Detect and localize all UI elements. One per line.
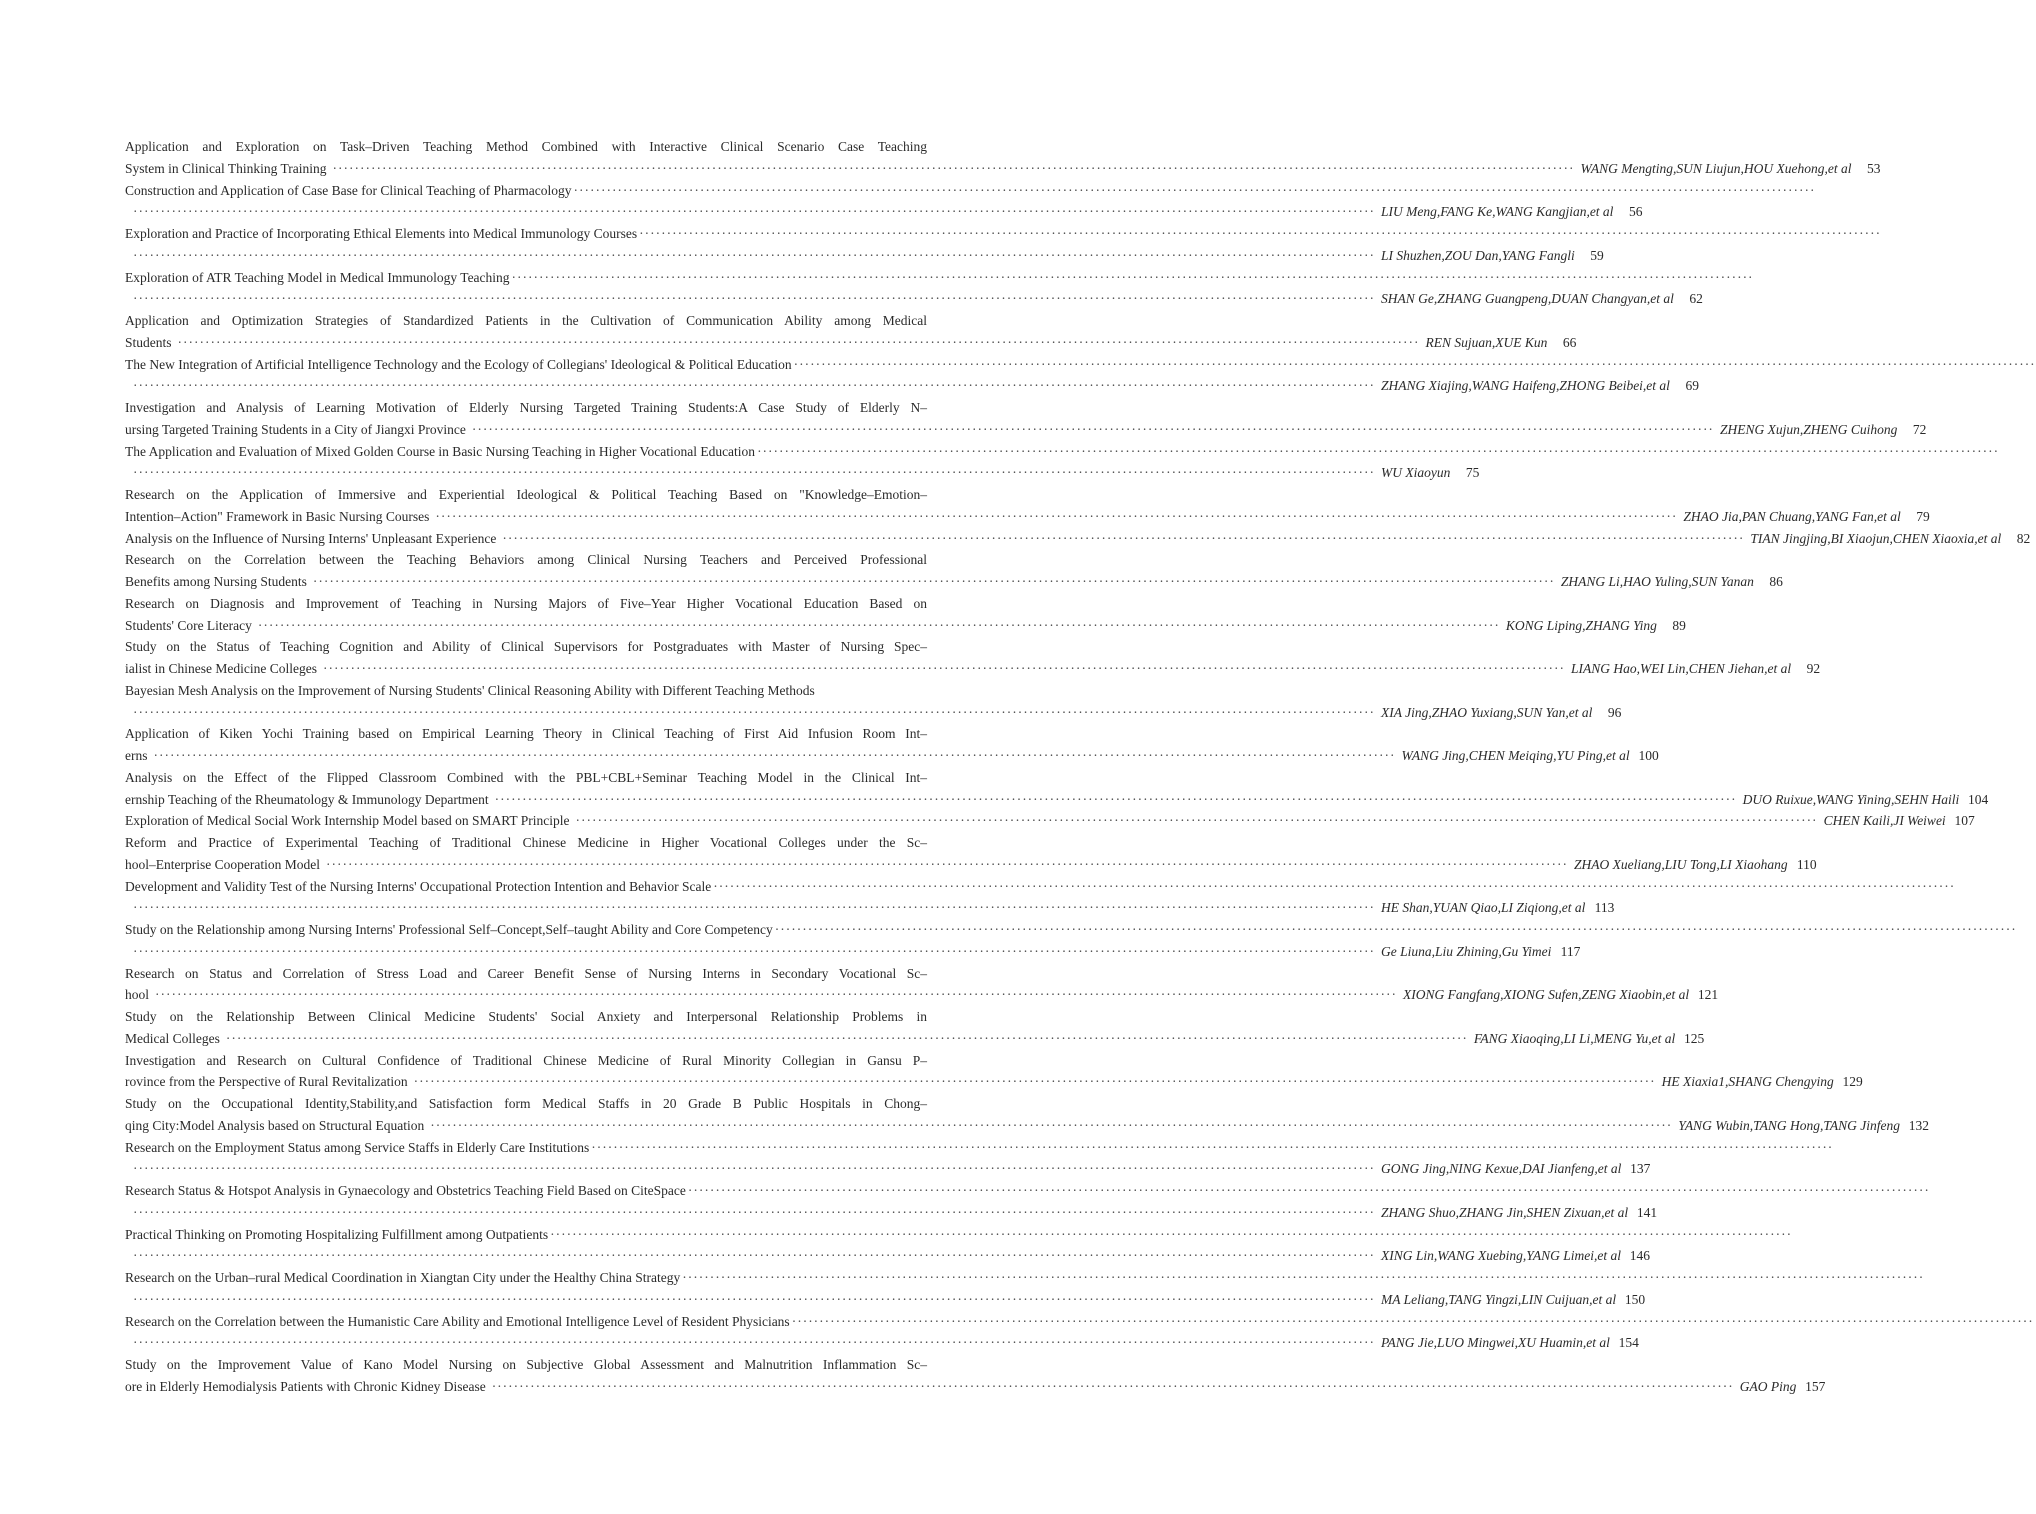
leader-dots (133, 1289, 1375, 1311)
toc-entry-title-line: Research on the Urban–rural Medical Coordination in Xiangtan City under the Healthy China Strategy ····· (125, 1267, 956, 1289)
toc-entry-title-line: ore in Elderly Hemodialysis Patients with Chronic Kidney Disease ····· GAO Ping 157 (125, 1376, 956, 1398)
leader-dots (133, 375, 1375, 397)
leader-dots (502, 528, 1744, 550)
toc-entry-title-line: ursing Targeted Training Students in a City of Jiangxi Province ····· ZHENG Xujun,ZHENG Cuihong 72 (125, 419, 956, 441)
leader-dots (133, 201, 1375, 223)
toc-entry-title-line: The Application and Evaluation of Mixed Golden Course in Basic Nursing Teaching in Higher Vocational Education ····· (125, 441, 956, 463)
toc-entry-page: 146 (1629, 1248, 1650, 1264)
toc-entry[interactable] (125, 876, 1615, 920)
toc-entry[interactable] (125, 223, 1604, 267)
leader-dots (550, 1224, 1792, 1246)
toc-entry-title-line: Research on the Correlation between the Teaching Behaviors among Clinical Nursing Teachers and Perceived Professional (125, 552, 927, 568)
toc-entry-page: 96 (1607, 704, 1622, 720)
leader-dots (639, 223, 1881, 245)
toc-entry-title-line: Study on the Relationship among Nursing Interns' Professional Self–Concept,Self–taught Ability and Core Competency ····· (125, 919, 956, 941)
toc-entry-authors: XIA Jing,ZHAO Yuxiang,SUN Yan,et al (1381, 704, 1593, 720)
toc-entry-page: 141 (1636, 1204, 1658, 1220)
toc-entry[interactable] (125, 593, 1686, 637)
leader-dots (435, 506, 1677, 528)
toc-entry-authors: CHEN Kaili,JI Weiwei (1823, 813, 1946, 829)
toc-entry-page: 132 (1908, 1117, 1929, 1133)
leader-dots (757, 441, 1999, 463)
toc-entry[interactable] (125, 963, 1719, 1007)
toc-entry-authors: LI Shuzhen,ZOU Dan,YANG Fangli (1381, 247, 1575, 263)
toc-entry-title-line: qing City:Model Analysis based on Structural Equation ····· YANG Wubin,TANG Hong,TANG Jinfeng 132 (125, 1115, 956, 1137)
toc-entry-page: 72 (1912, 421, 1927, 437)
toc-entry[interactable] (125, 397, 1927, 441)
toc-entry-title-line: Application and Exploration on Task–Driven Teaching Method Combined with Interactive Clinical Scenario Case Teaching (125, 139, 927, 154)
toc-entry[interactable] (125, 1354, 1826, 1398)
toc-entry-author-line (125, 288, 1703, 310)
toc-entry-page: 150 (1624, 1291, 1646, 1307)
toc-entry-authors: ZHAO Jia,PAN Chuang,YANG Fan,et al (1683, 508, 1901, 524)
leader-dots (326, 854, 1568, 876)
leader-dots (155, 984, 1397, 1006)
toc-entry-authors: KONG Liping,ZHANG Ying (1505, 617, 1657, 633)
toc-entry[interactable] (125, 636, 1821, 680)
leader-dots (492, 1376, 1734, 1398)
toc-entry[interactable] (125, 1311, 1639, 1355)
leader-dots (133, 245, 1375, 267)
toc-entry[interactable] (125, 441, 1480, 485)
leader-dots (133, 1158, 1375, 1180)
toc-entry[interactable] (125, 136, 1881, 180)
toc-entry-title-line: hool ····· XIONG Fangfang,XIONG Sufen,ZENG Xiaobin,et al 121 (125, 984, 956, 1006)
leader-dots (495, 789, 1737, 811)
toc-entry-page: 92 (1806, 661, 1821, 676)
toc-entry-authors: DUO Ruixue,WANG Yining,SEHN Haili (1742, 791, 1960, 807)
toc-entry[interactable] (125, 832, 1817, 876)
toc-entry-title-line: Construction and Application of Case Base for Clinical Teaching of Pharmacology ····· (125, 180, 956, 202)
toc-entry-page: 125 (1684, 1030, 1705, 1046)
toc-entry[interactable] (125, 528, 2031, 550)
toc-entry-title-line: Exploration of ATR Teaching Model in Medical Immunology Teaching ····· (125, 267, 956, 289)
toc-entry-authors: WANG Mengting,SUN Liujun,HOU Xuehong,et al (1580, 160, 1852, 176)
leader-dots (133, 941, 1375, 963)
leader-dots (472, 419, 1714, 441)
table-of-contents (125, 136, 2031, 1398)
toc-entry-page: 53 (1866, 160, 1881, 176)
toc-entry-authors: SHAN Ge,ZHANG Guangpeng,DUAN Changyan,et al (1381, 291, 1674, 307)
toc-entry-title-line: Practical Thinking on Promoting Hospitalizing Fulfillment among Outpatients ····· (125, 1224, 956, 1246)
leader-dots (775, 919, 2017, 941)
toc-entry-title-line: Students ····· REN Sujuan,XUE Kun 66 (125, 332, 956, 354)
toc-entry[interactable] (125, 180, 1643, 224)
toc-entry-page: 107 (1954, 813, 1975, 829)
leader-dots (591, 1137, 1833, 1159)
leader-dots (414, 1071, 1656, 1093)
toc-entry-authors: LIU Meng,FANG Ke,WANG Kangjian,et al (1381, 204, 1614, 220)
toc-entry-authors: WU Xiaoyun (1381, 465, 1451, 481)
toc-entry-page: 82 (2016, 530, 2031, 546)
toc-entry[interactable] (125, 1180, 1658, 1224)
toc-entry[interactable] (125, 354, 1699, 398)
toc-entry[interactable] (125, 267, 1703, 311)
leader-dots (133, 897, 1375, 919)
toc-entry-authors: WANG Jing,CHEN Meiqing,YU Ping,et al (1401, 748, 1630, 763)
toc-entry-page: 104 (1968, 791, 1989, 807)
toc-entry-title-line: Study on the Improvement Value of Kano Model Nursing on Subjective Global Assessment and Malnutrition Inflammation Sc– (125, 1357, 927, 1372)
toc-entry[interactable] (125, 767, 1989, 811)
toc-entry-page: 154 (1618, 1335, 1639, 1351)
toc-entry-title-line: ialist in Chinese Medicine Colleges ····· LIANG Hao,WEI Lin,CHEN Jiehan,et al 92 (125, 658, 956, 680)
toc-entry-author-line (125, 245, 1604, 267)
toc-entry-page: 86 (1769, 574, 1783, 589)
toc-entry-author-line (125, 462, 1480, 484)
leader-dots (682, 1267, 1924, 1289)
toc-entry-authors: ZHANG Xiajing,WANG Haifeng,ZHONG Beibei,et al (1381, 378, 1670, 394)
toc-entry-title-line: Analysis on the Influence of Nursing Interns' Unpleasant Experience ····· TIAN Jingjing,BI Xiaojun,CHEN Xiaoxia,et al 82 (125, 528, 956, 550)
toc-entry[interactable] (125, 919, 1581, 963)
toc-entry-page: 66 (1562, 334, 1577, 350)
toc-entry[interactable] (125, 810, 1975, 832)
toc-entry-page: 69 (1685, 378, 1699, 394)
toc-entry-title-line: Application of Kiken Yochi Training based on Empirical Learning Theory in Clinical Teaching of First Aid Infusion Room Int– (125, 726, 927, 742)
leader-dots (333, 158, 1575, 180)
toc-entry-title-line: Research on Status and Correlation of Stress Load and Career Benefit Sense of Nursing Interns in Secondary Vocational Sc– (125, 965, 927, 981)
toc-entry-page: 121 (1697, 987, 1719, 1003)
toc-entry-authors: ZHAO Xueliang,LIU Tong,LI Xiaohang (1573, 856, 1788, 872)
toc-entry-authors: HE Xiaxia1,SHANG Chengying (1661, 1074, 1834, 1090)
leader-dots (133, 702, 1375, 724)
leader-dots (133, 1332, 1375, 1354)
leader-dots (133, 288, 1375, 310)
toc-entry-authors: XING Lin,WANG Xuebing,YANG Limei,et al (1381, 1248, 1621, 1264)
toc-entry-author-line (125, 702, 1622, 724)
toc-entry[interactable] (125, 1006, 1705, 1050)
toc-entry-authors: Ge Liuna,Liu Zhining,Gu Yimei (1381, 943, 1552, 959)
toc-entry-title-line: Students' Core Literacy ····· KONG Liping,ZHANG Ying 89 (125, 615, 956, 637)
toc-entry-authors: MA Leliang,TANG Yingzi,LIN Cuijuan,et al (1381, 1291, 1617, 1307)
toc-entry-title-line: Intention–Action" Framework in Basic Nursing Courses ····· ZHAO Jia,PAN Chuang,YANG Fan,et al 79 (125, 506, 956, 528)
toc-entry-author-line (125, 1245, 1650, 1267)
toc-entry-page: 75 (1465, 465, 1480, 481)
toc-entry-title-line: Medical Colleges ····· FANG Xiaoqing,LI Li,MENG Yu,et al 125 (125, 1028, 956, 1050)
toc-entry-title-line: Reform and Practice of Experimental Teaching of Traditional Chinese Medicine in Higher Vocational Colleges under the Sc– (125, 835, 927, 850)
toc-entry-authors: HE Shan,YUAN Qiao,LI Ziqiong,et al (1381, 900, 1586, 916)
toc-entry-author-line (125, 1158, 1651, 1180)
toc-entry-page: 62 (1689, 291, 1703, 307)
leader-dots (323, 658, 1565, 680)
toc-entry-title-line: Study on the Status of Teaching Cognition and Ability of Clinical Supervisors for Postgraduates with Master of Nursing Spec– (125, 639, 927, 655)
leader-dots (792, 1311, 2034, 1333)
toc-entry[interactable] (125, 1224, 1650, 1268)
toc-entry-title-line: Development and Validity Test of the Nursing Interns' Occupational Protection Intention and Behavior Scale ····· (125, 876, 956, 898)
toc-entry-page: 59 (1590, 247, 1604, 263)
toc-entry-title-line: The New Integration of Artificial Intelligence Technology and the Ecology of Collegians' Ideological & Political Education ····· (125, 354, 956, 376)
leader-dots (133, 462, 1375, 484)
leader-dots (688, 1180, 1930, 1202)
toc-entry-title-line: Investigation and Research on Cultural Confidence of Traditional Chinese Medicine of Rural Minority Collegian in Gansu P– (125, 1052, 927, 1068)
toc-entry-author-line (125, 375, 1699, 397)
toc-entry-title-line: rovince from the Perspective of Rural Revitalization ····· HE Xiaxia1,SHANG Chengying 129 (125, 1071, 956, 1093)
leader-dots (573, 180, 1815, 202)
toc-entry[interactable] (125, 1267, 1646, 1311)
toc-entry-authors: XIONG Fangfang,XIONG Sufen,ZENG Xiaobin,et al (1403, 987, 1690, 1003)
toc-entry-title-line: Research on Diagnosis and Improvement of Teaching in Nursing Majors of Five–Year Higher Vocational Education Based on (125, 595, 927, 611)
leader-dots (794, 354, 2036, 376)
toc-entry-title-line: Research Status & Hotspot Analysis in Gynaecology and Obstetrics Teaching Field Based on CiteSpace ····· (125, 1180, 956, 1202)
toc-entry-title-line: System in Clinical Thinking Training ····· WANG Mengting,SUN Liujun,HOU Xuehong,et al 53 (125, 158, 956, 180)
toc-entry-page: 157 (1805, 1378, 1826, 1394)
toc-entry-title-line: Analysis on the Effect of the Flipped Classroom Combined with the PBL+CBL+Seminar Teaching Model in the Clinical Int– (125, 769, 927, 785)
toc-entry-title-line: Exploration and Practice of Incorporating Ethical Elements into Medical Immunology Courses ····· (125, 223, 956, 245)
leader-dots (313, 571, 1555, 593)
toc-entry-title-line: Research on the Correlation between the Humanistic Care Ability and Emotional Intelligence Level of Resident Physicians ····· (125, 1311, 956, 1333)
toc-entry[interactable] (125, 1050, 1863, 1094)
leader-dots (713, 876, 1955, 898)
toc-entry-authors: REN Sujuan,XUE Kun (1425, 334, 1548, 350)
toc-entry-page: 100 (1638, 748, 1659, 763)
toc-entry-title-line: Research on the Application of Immersive and Experiential Ideological & Political Teaching Based on "Knowledge–Emotion– (125, 487, 927, 502)
toc-entry-page: 79 (1916, 508, 1930, 524)
toc-entry-title-line: Application and Optimization Strategies of Standardized Patients in the Cultivation of Communication Ability among Medical (125, 313, 927, 328)
toc-entry-author-line (125, 941, 1581, 963)
toc-entry-title-line: Investigation and Analysis of Learning Motivation of Elderly Nursing Targeted Training Students:A Case Study of Elderly N– (125, 400, 927, 415)
toc-entry-page: 117 (1560, 943, 1581, 959)
leader-dots (576, 810, 1818, 832)
toc-entry-page: 113 (1594, 900, 1615, 916)
toc-entry-author-line (125, 897, 1615, 919)
toc-entry-authors: TIAN Jingjing,BI Xiaojun,CHEN Xiaoxia,et al (1750, 530, 2002, 546)
toc-entry-title-line: hool–Enterprise Cooperation Model ····· ZHAO Xueliang,LIU Tong,LI Xiaohang 110 (125, 854, 956, 876)
toc-entry-title-line: Research on the Employment Status among Service Staffs in Elderly Care Institutions ····· (125, 1137, 956, 1159)
leader-dots (258, 615, 1500, 637)
toc-entry-author-line (125, 1289, 1646, 1311)
leader-dots (226, 1028, 1468, 1050)
toc-entry[interactable] (125, 549, 1783, 593)
toc-entry-authors: ZHANG Li,HAO Yuling,SUN Yanan (1560, 574, 1754, 589)
toc-entry-title-line: Study on the Occupational Identity,Stability,and Satisfaction form Medical Staffs in 20 Grade B Public Hospitals in Chong– (125, 1096, 927, 1111)
toc-entry-title-line: Exploration of Medical Social Work Internship Model based on SMART Principle ····· CHEN Kaili,JI Weiwei 107 (125, 810, 956, 832)
toc-entry-page: 137 (1630, 1161, 1651, 1177)
leader-dots (154, 745, 1396, 767)
leader-dots (133, 1202, 1375, 1224)
toc-entry-authors: PANG Jie,LUO Mingwei,XU Huamin,et al (1381, 1335, 1610, 1351)
toc-entry-title-line: Benefits among Nursing Students ····· ZHANG Li,HAO Yuling,SUN Yanan 86 (125, 571, 956, 593)
toc-entry-authors: GONG Jing,NING Kexue,DAI Jianfeng,et al (1381, 1161, 1622, 1177)
toc-entry-page: 129 (1842, 1074, 1863, 1090)
leader-dots (178, 332, 1420, 354)
toc-entry[interactable] (125, 723, 1659, 767)
toc-entry-title-line: Bayesian Mesh Analysis on the Improvement of Nursing Students' Clinical Reasoning Ability with Different Teaching Methods (125, 682, 815, 698)
toc-entry-authors: GAO Ping (1739, 1378, 1797, 1394)
toc-entry[interactable] (125, 484, 1930, 528)
toc-entry[interactable] (125, 310, 1577, 354)
toc-entry[interactable] (125, 680, 1622, 724)
toc-entry[interactable] (125, 1137, 1651, 1181)
toc-entry-authors: YANG Wubin,TANG Hong,TANG Jinfeng (1678, 1117, 1900, 1133)
toc-entry-author-line (125, 1332, 1639, 1354)
toc-entry-page: 110 (1796, 856, 1817, 872)
toc-entry-title-line: erns ····· WANG Jing,CHEN Meiqing,YU Ping,et al 100 (125, 745, 956, 767)
leader-dots (133, 1245, 1375, 1267)
toc-entry[interactable] (125, 1093, 1929, 1137)
toc-entry-page: 56 (1628, 204, 1643, 220)
toc-entry-authors: LIANG Hao,WEI Lin,CHEN Jiehan,et al (1570, 661, 1792, 676)
toc-entry-authors: ZHANG Shuo,ZHANG Jin,SHEN Zixuan,et al (1381, 1204, 1629, 1220)
leader-dots (430, 1115, 1672, 1137)
toc-entry-author-line (125, 1202, 1658, 1224)
toc-entry-authors: ZHENG Xujun,ZHENG Cuihong (1719, 421, 1898, 437)
toc-entry-title-line: Study on the Relationship Between Clinical Medicine Students' Social Anxiety and Interpersonal Relationship Problems in (125, 1009, 927, 1024)
toc-entry-title-line: ernship Teaching of the Rheumatology & Immunology Department ····· DUO Ruixue,WANG Yining,SEHN Haili 104 (125, 789, 956, 811)
leader-dots (512, 267, 1754, 289)
toc-entry-author-line (125, 201, 1643, 223)
toc-entry-authors: FANG Xiaoqing,LI Li,MENG Yu,et al (1473, 1030, 1676, 1046)
toc-entry-page: 89 (1672, 617, 1686, 633)
